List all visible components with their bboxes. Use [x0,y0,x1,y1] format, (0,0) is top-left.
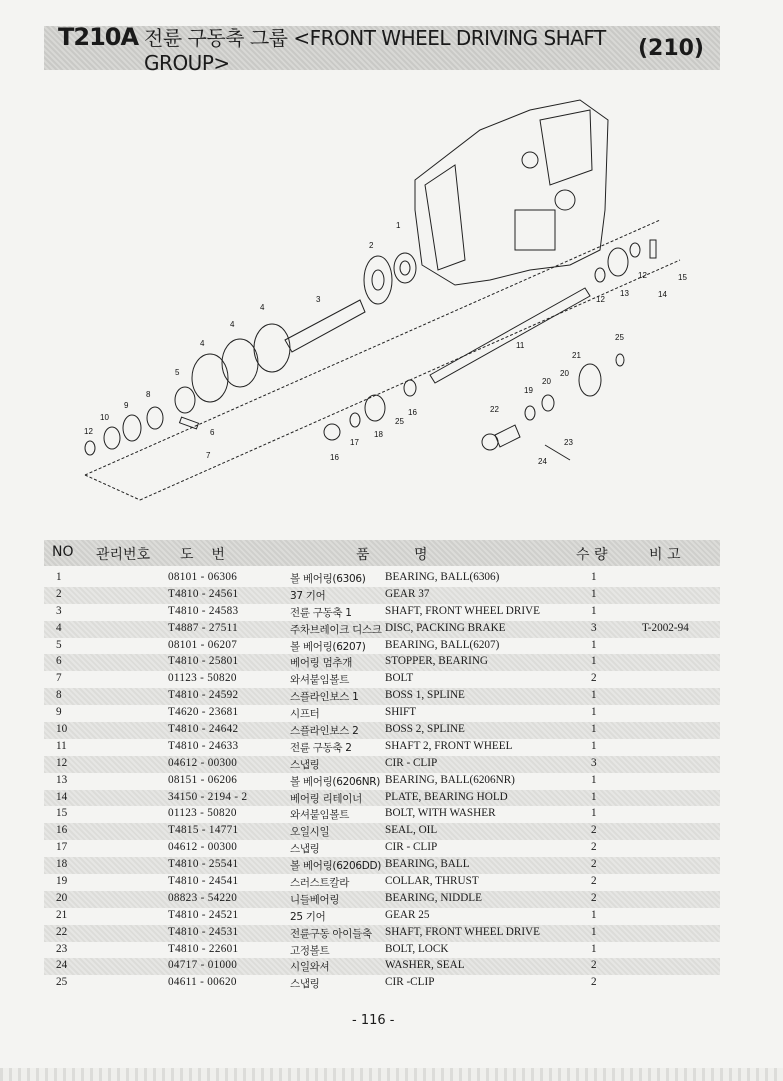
svg-text:13: 13 [620,289,629,298]
row-shading [44,621,720,638]
table-row [44,604,720,621]
part-name-korean: 스플라인보스 1 [290,691,359,704]
part-no: 19 [56,875,68,888]
callout-labels [84,221,687,466]
drawing-number: 08151 - 06206 [168,773,238,786]
part-no: 12 [56,756,68,769]
exploded-parts-diagram [60,90,720,510]
gear-37 [364,256,392,304]
brake-disc-1 [254,324,290,372]
svg-text:2: 2 [369,241,374,250]
quantity: 1 [591,807,597,820]
part-name-korean: 와셔붙임볼트 [290,809,350,822]
part-name-korean: 스플라인보스 2 [290,725,359,738]
part-name-korean: 시프터 [290,708,320,721]
table-row [44,705,720,722]
part-no: 16 [56,824,68,837]
svg-text:11: 11 [516,341,525,350]
part-name-english: GEAR 25 [385,908,430,921]
part-name-english: STOPPER, BEARING [385,655,488,668]
part-name-english: SEAL, OIL [385,824,438,837]
drawing-number: 08823 - 54220 [168,891,238,904]
svg-text:10: 10 [100,413,109,422]
svg-text:14: 14 [658,290,667,299]
svg-text:19: 19 [524,386,533,395]
part-no: 17 [56,841,68,854]
svg-text:20: 20 [542,377,551,386]
part-name-korean: 니들베어링 [290,893,340,906]
part-name-korean: 시일와셔 [290,961,330,974]
row-shading [44,688,720,705]
table-row [44,942,720,959]
part-name-korean: 주차브레이크 디스크 [290,623,382,636]
svg-text:12: 12 [84,427,93,436]
header-quantity: 수 량 [576,547,608,563]
svg-text:21: 21 [572,351,581,360]
quantity: 2 [591,824,597,837]
quantity: 1 [591,706,597,719]
table-row [44,587,720,604]
drawing-number: 08101 - 06306 [168,571,238,583]
part-name-korean: 오일시일 [290,826,330,839]
table-row [44,739,720,756]
part-name-korean: 스냅링 [290,978,320,991]
oil-seal-left [324,424,340,440]
svg-text:16: 16 [330,453,339,462]
table-row [44,688,720,705]
part-name-korean: 37 기어 [290,589,326,602]
drawing-number: T4810 - 22601 [168,942,239,955]
part-no: 11 [56,739,67,752]
svg-text:18: 18 [374,430,383,439]
part-name-english: SHAFT 2, FRONT WHEEL [385,739,513,752]
part-no: 1 [56,571,62,583]
svg-text:4: 4 [260,303,265,312]
gear-25 [579,364,601,396]
drawing-number: T4810 - 24583 [168,604,239,617]
part-no: 10 [56,723,68,736]
header-no: NO [52,544,74,560]
drawing-number: 01123 - 50820 [168,807,237,820]
bearing-6306 [394,253,416,283]
part-name-english: BEARING, NIDDLE [385,891,482,904]
svg-text:24: 24 [538,457,547,466]
table-row [44,790,720,807]
part-name-korean: 전륜 구동축 1 [290,606,352,619]
page-code: (210) [637,35,704,61]
part-name-english: BEARING, BALL(6206NR) [385,773,515,786]
header-remarks: 비 고 [649,547,681,563]
svg-text:22: 22 [490,405,499,414]
cir-clip-left [85,441,95,455]
part-no: 8 [56,689,62,702]
part-name-english: BEARING, BALL(6306) [385,571,500,583]
svg-text:12: 12 [638,271,647,280]
quantity: 2 [591,875,597,888]
part-name-korean: 스러스트칼라 [290,877,350,890]
quantity: 1 [591,790,597,803]
quantity: 1 [591,908,597,921]
svg-text:9: 9 [124,401,129,410]
part-name-english: BOLT, LOCK [385,942,449,955]
drawing-number: T4810 - 25801 [168,655,239,668]
part-no: 9 [56,706,62,719]
part-no: 23 [56,942,68,955]
header-drawing-number: 도 번 [180,547,225,563]
svg-text:25: 25 [615,333,624,342]
table-row [44,621,720,638]
drawing-number: T4810 - 24531 [168,925,239,938]
svg-text:17: 17 [350,438,359,447]
part-no: 7 [56,672,62,685]
quantity: 1 [591,689,597,702]
svg-text:6: 6 [210,428,215,437]
part-no: 15 [56,807,68,820]
part-name-english: BEARING, BALL [385,858,470,871]
part-name-korean: 볼 베어링(6207) [290,640,366,653]
brake-disc-3 [192,354,228,402]
part-no: 2 [56,587,62,600]
table-row [44,570,720,587]
bearing-6206dd [365,395,385,421]
table-row [44,958,720,975]
drawing-number: 08101 - 06207 [168,638,238,651]
table-row [44,638,720,655]
oil-seal-right [404,380,416,396]
drawing-number: T4887 - 27511 [168,621,238,634]
part-name-english: SHAFT, FRONT WHEEL DRIVE [385,604,540,617]
scan-artifact [0,1068,783,1081]
quantity: 3 [591,621,597,634]
part-no: 4 [56,621,62,634]
page-title: 전륜 구동축 그룹 <FRONT WHEEL DRIVING SHAFT GROUP> [144,25,606,75]
part-name-korean: 볼 베어링(6206NR) [290,775,381,788]
table-row [44,823,720,840]
part-no: 13 [56,773,68,786]
part-name-korean: 스냅링 [290,843,320,856]
part-no: 20 [56,891,68,904]
bearing-6206nr [608,248,628,276]
part-name-english: BOLT, WITH WASHER [385,807,496,820]
part-no: 6 [56,655,62,668]
quantity: 1 [591,604,597,617]
part-no: 21 [56,908,68,921]
part-name-korean: 볼 베어링(6306) [290,573,366,585]
quantity: 2 [591,891,597,904]
table-row [44,722,720,739]
drawing-number: T4810 - 24541 [168,875,239,888]
part-name-english: CIR - CLIP [385,756,438,769]
row-shading [44,925,720,942]
svg-text:23: 23 [564,438,573,447]
quantity: 1 [591,655,597,668]
needle-bearing [542,395,554,411]
part-no: 5 [56,638,62,651]
row-shading [44,823,720,840]
quantity: 1 [591,942,597,955]
table-row [44,908,720,925]
part-name-english: DISC, PACKING BRAKE [385,621,506,634]
remarks: T-2002-94 [642,621,689,634]
table-row [44,874,720,891]
table-row [44,806,720,823]
drawing-number: 01123 - 50820 [168,672,237,685]
shifter [123,415,141,441]
drawing-number: T4810 - 24592 [168,689,239,702]
part-name-english: CIR -CLIP [385,976,435,989]
svg-text:7: 7 [206,451,211,460]
quantity: 1 [591,638,597,651]
quantity: 2 [591,959,597,972]
part-name-korean: 베어링 멈추개 [290,657,353,670]
quantity: 2 [591,672,597,685]
svg-text:4: 4 [230,320,235,329]
part-no: 18 [56,858,68,871]
row-shading [44,587,720,604]
table-row [44,925,720,942]
table-row [44,975,720,992]
drawing-number: T4810 - 24561 [168,587,239,600]
table-row [44,654,720,671]
page-number: - 116 - [352,1013,395,1028]
quantity: 1 [591,925,597,938]
front-wheel-drive-shaft-1 [285,300,365,352]
part-name-english: PLATE, BEARING HOLD [385,790,508,803]
title-group [58,22,638,75]
bearing-stopper [180,417,199,429]
quantity: 1 [591,723,597,736]
svg-text:16: 16 [408,408,417,417]
part-no: 3 [56,604,62,617]
row-shading [44,722,720,739]
part-name-korean: 스냅링 [290,758,320,771]
part-name-english: SHAFT, FRONT WHEEL DRIVE [385,925,540,938]
table-row [44,671,720,688]
table-row [44,857,720,874]
quantity: 1 [591,773,597,786]
parts-table-body [44,570,720,992]
bearing-hold-plate [650,240,656,258]
part-name-korean: 베어링 리테이너 [290,792,362,805]
row-shading [44,857,720,874]
svg-text:4: 4 [200,339,205,348]
part-name-korean: 고정볼트 [290,944,330,957]
parts-table-header [44,540,720,566]
part-name-english: BOLT [385,672,414,685]
part-no: 22 [56,925,68,938]
bearing-6207 [175,387,195,413]
part-name-korean: 와셔붙임볼트 [290,674,350,687]
part-name-english: WASHER, SEAL [385,959,465,972]
header-mgmt-number: 관리번호 [96,547,151,563]
drawing-number: T4810 - 24521 [168,908,239,921]
svg-text:12: 12 [596,295,605,304]
brake-disc-2 [222,339,258,387]
drawing-number: T4810 - 24633 [168,739,239,752]
quantity: 1 [591,571,597,583]
spline-boss-1 [147,407,163,429]
table-row [44,891,720,908]
part-name-english: BEARING, BALL(6207) [385,638,500,651]
drawing-number: 04612 - 00300 [168,756,238,769]
table-row [44,773,720,790]
transmission-housing [415,100,608,285]
title-bar [44,22,720,75]
part-name-english: COLLAR, THRUST [385,875,479,888]
drawing-number: T4620 - 23681 [168,706,239,719]
quantity: 2 [591,858,597,871]
quantity: 1 [591,739,597,752]
drawing-number: 04611 - 00620 [168,976,237,989]
row-shading [44,654,720,671]
part-name-english: BOSS 1, SPLINE [385,689,465,702]
row-shading [44,790,720,807]
part-name-english: SHIFT [385,706,417,719]
model-name: T210A [58,22,139,51]
quantity: 2 [591,841,597,854]
header-part-name: 품 명 [356,547,428,563]
part-name-korean: 전륜구동 아이들축 [290,927,372,940]
svg-text:15: 15 [678,273,687,282]
quantity: 1 [591,587,597,600]
drawing-number: 34150 - 2194 - 2 [168,790,248,803]
drawing-number: 04717 - 01000 [168,959,238,972]
svg-text:8: 8 [146,390,151,399]
drawing-number: T4810 - 25541 [168,858,239,871]
part-no: 14 [56,790,68,803]
quantity: 3 [591,756,597,769]
row-shading [44,756,720,773]
svg-text:1: 1 [396,221,401,230]
part-name-korean: 25 기어 [290,910,326,923]
part-name-korean: 볼 베어링(6206DD) [290,860,382,873]
part-no: 24 [56,959,68,972]
svg-text:25: 25 [395,417,404,426]
part-name-english: BOSS 2, SPLINE [385,723,465,736]
drawing-number: 04612 - 00300 [168,841,238,854]
part-no: 25 [56,976,68,989]
row-shading [44,891,720,908]
table-row [44,756,720,773]
thrust-collar [525,406,535,420]
part-name-korean: 전륜 구동축 2 [290,741,352,754]
svg-text:5: 5 [175,368,180,377]
drawing-number: T4815 - 14771 [168,824,239,837]
part-name-english: CIR - CLIP [385,841,438,854]
svg-text:3: 3 [316,295,321,304]
idle-shaft [495,425,520,447]
spline-boss-2 [104,427,120,449]
part-name-english: GEAR 37 [385,587,430,600]
quantity: 2 [591,976,597,989]
table-row [44,840,720,857]
drawing-number: T4810 - 24642 [168,723,239,736]
row-shading [44,958,720,975]
diagram-drawing [60,90,720,510]
svg-text:20: 20 [560,369,569,378]
